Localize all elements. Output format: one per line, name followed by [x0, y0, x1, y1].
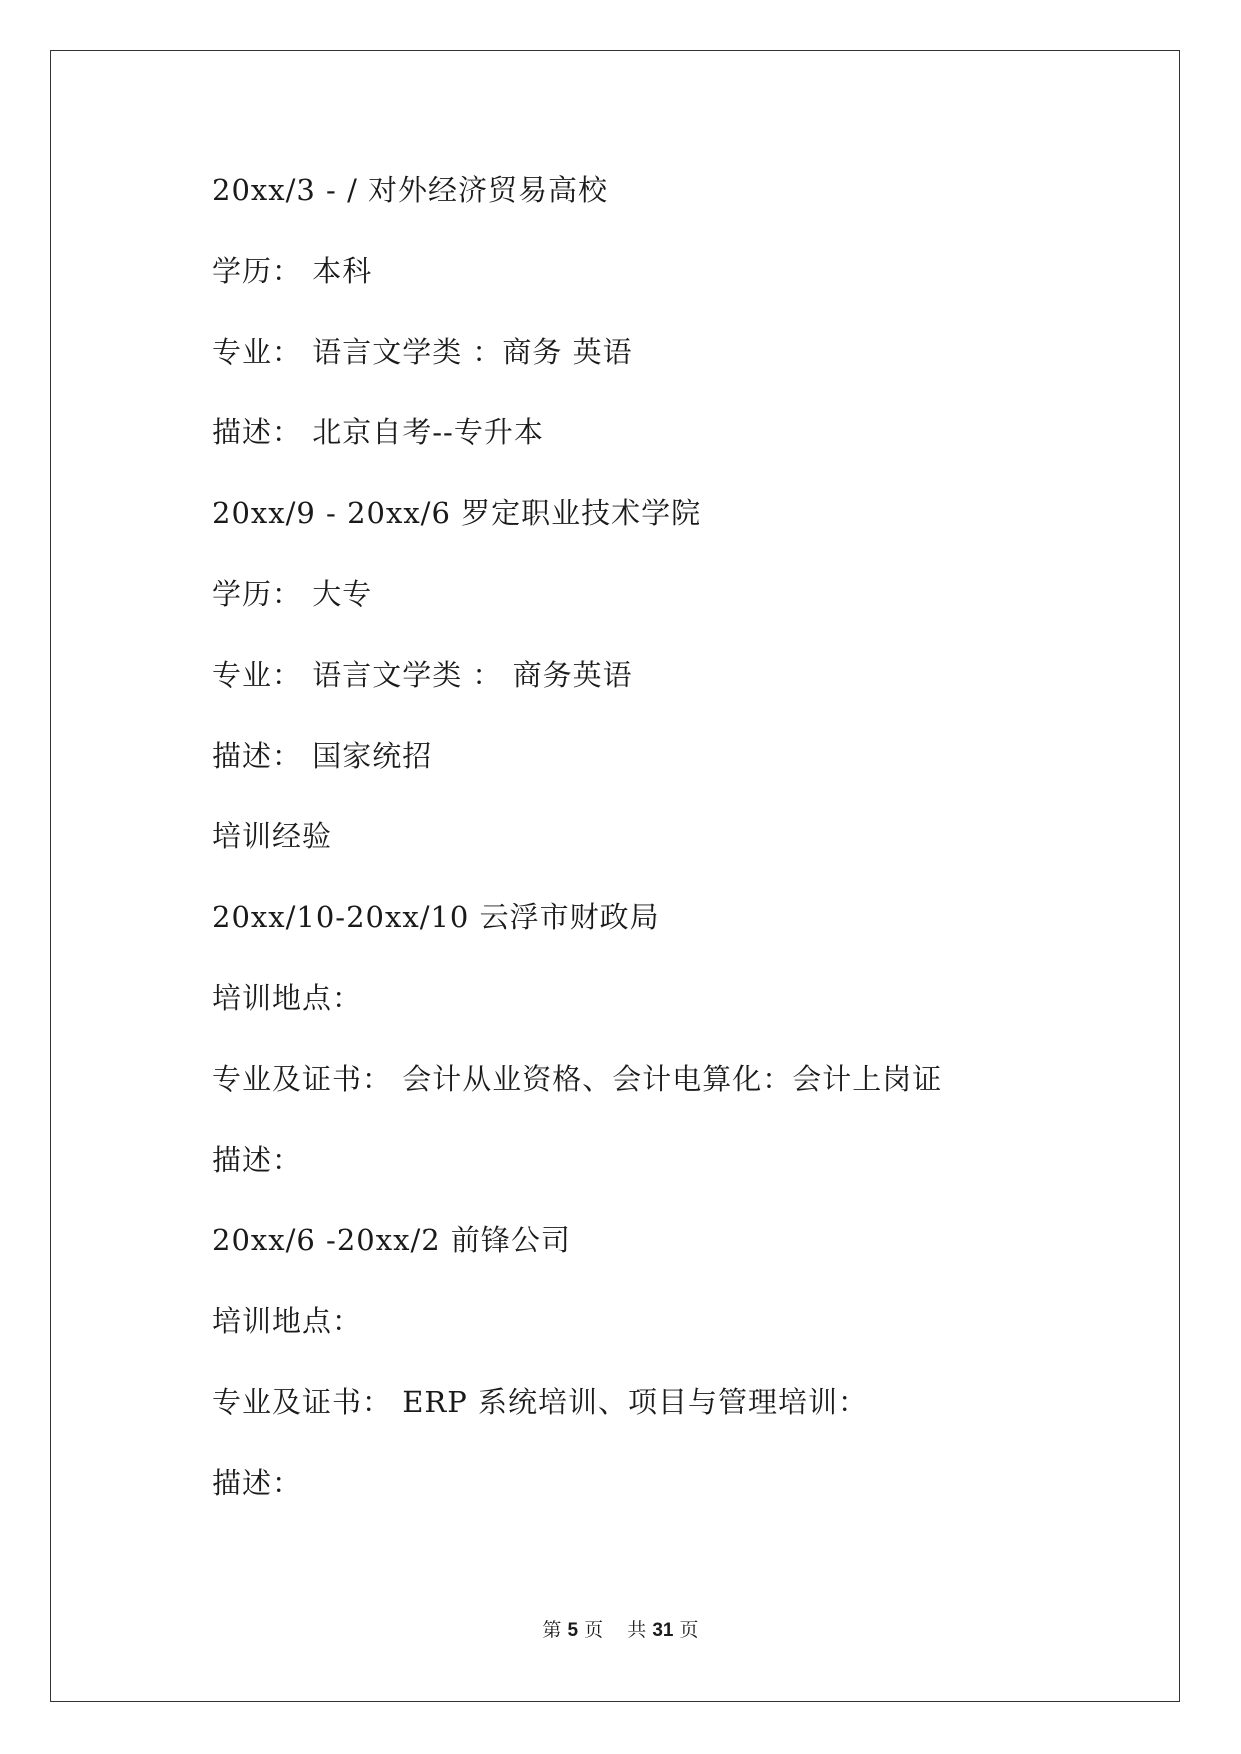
- footer-total-unit: 页: [679, 1619, 699, 1641]
- page-number: 5: [567, 1620, 579, 1641]
- training-period-2: 20xx/6 -20xx/2 前锋公司: [212, 1223, 571, 1257]
- total-pages: 31: [652, 1620, 674, 1641]
- footer-prefix: 第: [542, 1619, 562, 1641]
- edu-description-2: 描述： 国家统招: [212, 739, 433, 773]
- section-heading-training: 培训经验: [212, 819, 333, 853]
- edu-degree-2: 学历： 大专: [212, 577, 373, 611]
- page-border: [50, 50, 1180, 1702]
- edu-major-1: 专业： 语言文学类 ：商务 英语: [212, 335, 633, 369]
- training-description-2: 描述：: [212, 1466, 303, 1500]
- training-certificates-2: 专业及证书： ERP 系统培训、项目与管理培训：: [212, 1385, 868, 1419]
- footer-page-unit: 页: [584, 1619, 604, 1641]
- edu-description-1: 描述： 北京自考--专升本: [212, 415, 544, 449]
- training-period-1: 20xx/10-20xx/10 云浮市财政局: [212, 900, 660, 934]
- edu-period-2: 20xx/9 - 20xx/6 罗定职业技术学院: [212, 496, 702, 530]
- edu-major-2: 专业： 语言文学类 ： 商务英语: [212, 658, 633, 692]
- edu-degree-1: 学历： 本科: [212, 254, 373, 288]
- page-footer: [0, 1618, 1241, 1643]
- footer-total-prefix: 共: [627, 1619, 647, 1641]
- training-description-1: 描述：: [212, 1143, 303, 1177]
- training-location-2: 培训地点：: [212, 1304, 363, 1338]
- training-certificates-1: 专业及证书： 会计从业资格、会计电算化：会计上岗证: [212, 1062, 943, 1096]
- training-location-1: 培训地点：: [212, 981, 363, 1015]
- edu-period-1: 20xx/3 - / 对外经济贸易高校: [212, 173, 609, 207]
